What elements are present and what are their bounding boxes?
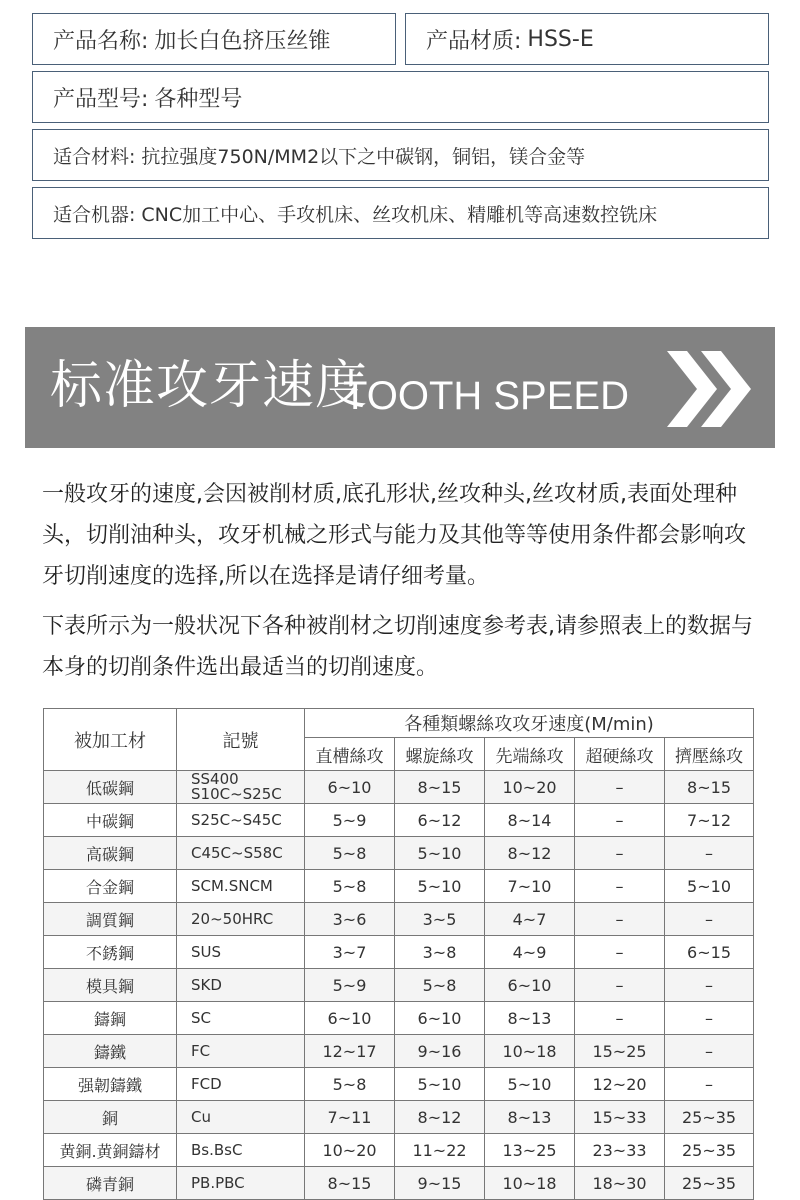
cell-speed: 5~9 — [305, 969, 395, 1002]
cell-speed: 12~20 — [575, 1068, 665, 1101]
cell-speed: 8~15 — [305, 1167, 395, 1200]
cell-speed: – — [575, 804, 665, 837]
cell-speed: 6~12 — [395, 804, 485, 837]
cell-speed: 5~8 — [395, 969, 485, 1002]
cell-speed: 25~35 — [665, 1101, 754, 1134]
table-row — [44, 1167, 754, 1200]
cell-speed: – — [665, 1002, 754, 1035]
cell-material: 鑄鋼 — [44, 1002, 177, 1035]
cell-speed: 11~22 — [395, 1134, 485, 1167]
cell-speed: – — [575, 936, 665, 969]
banner-title-zh: 标准攻牙速度 — [50, 356, 369, 416]
cell-speed: 18~30 — [575, 1167, 665, 1200]
cell-code-line1: Cu — [191, 1107, 211, 1126]
cell-speed: 3~5 — [395, 903, 485, 936]
cell-speed: 3~7 — [305, 936, 395, 969]
cell-speed: 8~13 — [485, 1002, 575, 1035]
product-model-label: 产品型号: — [53, 86, 149, 112]
cell-code — [177, 1068, 305, 1101]
header-material: 被加工材 — [44, 709, 177, 771]
cell-speed: 5~10 — [485, 1068, 575, 1101]
cell-speed: 6~10 — [305, 771, 395, 804]
cell-code — [177, 936, 305, 969]
cell-speed: 10~18 — [485, 1035, 575, 1068]
cell-material: 不銹鋼 — [44, 936, 177, 969]
cell-material: 合金鋼 — [44, 870, 177, 903]
product-material-label: 产品材质: — [426, 28, 522, 54]
cell-speed: 5~10 — [395, 870, 485, 903]
cell-speed: 10~20 — [485, 771, 575, 804]
cell-speed: 8~12 — [395, 1101, 485, 1134]
cell-code — [177, 771, 305, 804]
cell-speed: – — [575, 969, 665, 1002]
cell-speed: – — [665, 903, 754, 936]
cell-speed: – — [665, 1068, 754, 1101]
cell-code — [177, 1134, 305, 1167]
table-row — [44, 1002, 754, 1035]
suitable-machine-label: 适合机器: — [53, 203, 136, 226]
tapping-speed-table — [43, 708, 754, 1200]
cell-speed: 5~10 — [665, 870, 754, 903]
cell-material: 調質鋼 — [44, 903, 177, 936]
header-forming-tap: 擠壓絲攻 — [665, 738, 754, 771]
table-row — [44, 771, 754, 804]
cell-speed: 5~8 — [305, 1068, 395, 1101]
header-straight-flute-tap: 直槽絲攻 — [305, 738, 395, 771]
cell-speed: 7~10 — [485, 870, 575, 903]
table-row — [44, 1101, 754, 1134]
cell-speed: 5~8 — [305, 870, 395, 903]
section-banner — [25, 327, 775, 448]
cell-code — [177, 837, 305, 870]
cell-speed: 15~25 — [575, 1035, 665, 1068]
cell-code — [177, 1167, 305, 1200]
cell-speed: 6~10 — [305, 1002, 395, 1035]
cell-speed: 7~11 — [305, 1101, 395, 1134]
cell-code-line1: FC — [191, 1041, 211, 1060]
suitable-material-label: 适合材料: — [53, 145, 136, 168]
cell-speed: 15~33 — [575, 1101, 665, 1134]
cell-speed: 10~18 — [485, 1167, 575, 1200]
product-name-label: 产品名称: — [53, 28, 149, 54]
cell-code — [177, 903, 305, 936]
cell-material: 高碳鋼 — [44, 837, 177, 870]
cell-material: 低碳鋼 — [44, 771, 177, 804]
cell-speed: 8~15 — [395, 771, 485, 804]
cell-speed: 5~10 — [395, 1068, 485, 1101]
cell-material: 銅 — [44, 1101, 177, 1134]
banner-title-en: TOOTH SPEED — [343, 374, 629, 418]
table-row — [44, 1068, 754, 1101]
cell-code-line1: C45C~S58C — [191, 843, 283, 862]
product-name-field — [32, 13, 396, 65]
header-code: 記號 — [177, 709, 305, 771]
product-model-field — [32, 71, 769, 123]
cell-code — [177, 804, 305, 837]
table-row — [44, 903, 754, 936]
product-model-value: 各种型号 — [154, 86, 243, 112]
suitable-machine-field — [32, 187, 769, 239]
cell-speed: 8~15 — [665, 771, 754, 804]
cell-speed: 5~10 — [395, 837, 485, 870]
cell-speed: 4~7 — [485, 903, 575, 936]
cell-code-line1: FCD — [191, 1074, 222, 1093]
cell-speed: 12~17 — [305, 1035, 395, 1068]
cell-speed: 6~15 — [665, 936, 754, 969]
cell-speed: – — [665, 837, 754, 870]
table-row — [44, 969, 754, 1002]
cell-speed: 10~20 — [305, 1134, 395, 1167]
cell-speed: 3~8 — [395, 936, 485, 969]
cell-speed: 8~13 — [485, 1101, 575, 1134]
cell-code-line1: SCM.SNCM — [191, 876, 273, 895]
cell-speed: 8~14 — [485, 804, 575, 837]
product-material-value: HSS-E — [527, 26, 594, 52]
cell-code — [177, 1101, 305, 1134]
suitable-material-value: 抗拉强度750N/MM2以下之中碳钢，铜铝，镁合金等 — [141, 145, 586, 168]
cell-speed: 9~15 — [395, 1167, 485, 1200]
cell-code — [177, 1002, 305, 1035]
cell-speed: – — [575, 903, 665, 936]
cell-code-line1: PB.PBC — [191, 1173, 245, 1192]
intro-paragraph: 一般攻牙的速度,会因被削材质,底孔形状,丝攻种头,丝攻材质,表面处理种头，切削油种头，攻牙机械之形式与能力及其他等等使用条件都会影响攻牙切削速度的选择,所以在选择是请仔细考量。 — [42, 482, 747, 589]
product-name-value: 加长白色挤压丝锥 — [154, 28, 331, 54]
cell-speed: – — [575, 771, 665, 804]
cell-code-line1: Bs.BsC — [191, 1140, 243, 1159]
cell-speed: 5~9 — [305, 804, 395, 837]
suitable-material-field — [32, 129, 769, 181]
table-row — [44, 837, 754, 870]
cell-material: 磷青銅 — [44, 1167, 177, 1200]
product-material-field — [405, 13, 769, 65]
suitable-machine-value: CNC加工中心、手攻机床、丝攻机床、精雕机等高速数控铣床 — [141, 203, 658, 226]
cell-speed: 4~9 — [485, 936, 575, 969]
cell-material: 模具鋼 — [44, 969, 177, 1002]
cell-speed: 23~33 — [575, 1134, 665, 1167]
cell-speed: 8~12 — [485, 837, 575, 870]
cell-speed: – — [575, 837, 665, 870]
table-row — [44, 1035, 754, 1068]
cell-speed: 9~16 — [395, 1035, 485, 1068]
cell-code-line1: 20~50HRC — [191, 909, 274, 928]
cell-material: 强韌鑄鐵 — [44, 1068, 177, 1101]
cell-code-line1: S25C~S45C — [191, 810, 282, 829]
cell-code-line1: SUS — [191, 942, 222, 961]
table-row — [44, 804, 754, 837]
cell-material: 鑄鐵 — [44, 1035, 177, 1068]
cell-material: 黄銅.黄銅鑄材 — [44, 1134, 177, 1167]
cell-speed: 5~8 — [305, 837, 395, 870]
cell-speed: – — [665, 969, 754, 1002]
double-chevron-right-icon — [665, 349, 755, 429]
cell-speed: 25~35 — [665, 1134, 754, 1167]
cell-speed: 7~12 — [665, 804, 754, 837]
cell-speed: – — [575, 870, 665, 903]
cell-speed: 25~35 — [665, 1167, 754, 1200]
cell-code-line2: S10C~S25C — [191, 785, 282, 803]
cell-code-line1: SKD — [191, 975, 222, 994]
cell-material: 中碳鋼 — [44, 804, 177, 837]
cell-code-line1: SC — [191, 1008, 211, 1027]
cell-speed: 6~10 — [395, 1002, 485, 1035]
header-speed-group: 各種類螺絲攻攻牙速度(M/min) — [305, 709, 754, 738]
cell-speed: 6~10 — [485, 969, 575, 1002]
cell-code — [177, 870, 305, 903]
cell-speed: – — [665, 1035, 754, 1068]
cell-code — [177, 969, 305, 1002]
header-spiral-tap: 螺旋絲攻 — [395, 738, 485, 771]
cell-speed: 13~25 — [485, 1134, 575, 1167]
table-row — [44, 870, 754, 903]
table-intro-paragraph: 下表所示为一般状况下各种被削材之切削速度参考表,请参照表上的数据与本身的切削条件选出最适当的切削速度。 — [42, 614, 753, 680]
cell-code — [177, 1035, 305, 1068]
header-carbide-tap: 超硬絲攻 — [575, 738, 665, 771]
cell-speed: 3~6 — [305, 903, 395, 936]
table-row — [44, 1134, 754, 1167]
header-point-tap: 先端絲攻 — [485, 738, 575, 771]
table-row — [44, 936, 754, 969]
cell-speed: – — [575, 1002, 665, 1035]
cell-code-line1: SS400 — [191, 770, 239, 788]
